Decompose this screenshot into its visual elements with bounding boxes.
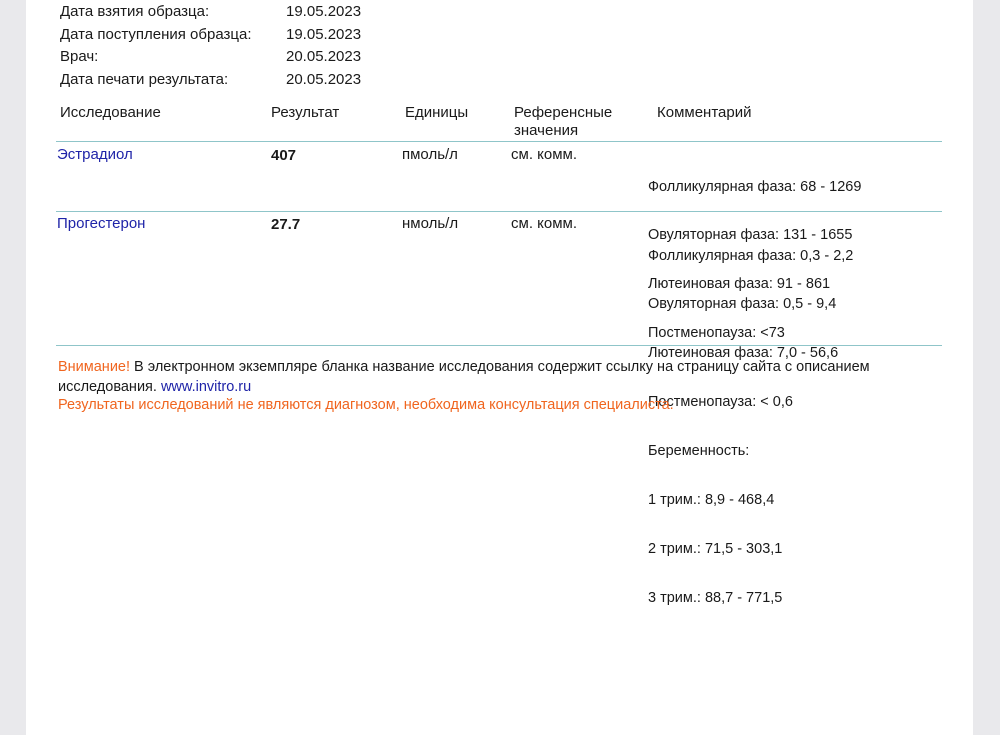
info-label: Дата поступления образца: <box>60 26 252 43</box>
comment-line: 2 трим.: 71,5 - 303,1 <box>648 540 783 557</box>
comment-line: Постменопауза: < 0,6 <box>648 394 793 411</box>
info-value: 19.05.2023 <box>286 26 362 43</box>
comment-line: Фолликулярная фаза: 68 - 1269 <box>648 178 862 195</box>
info-label: Врач: <box>60 48 99 65</box>
comment-line: Овуляторная фаза: 131 - 1655 <box>648 227 853 244</box>
result-value: 407 <box>271 147 297 164</box>
reference-value: см. комм. <box>511 146 578 163</box>
comment-line: 3 трим.: 88,7 - 771,5 <box>648 589 783 606</box>
header-divider <box>56 141 942 142</box>
notice-text <box>58 357 948 397</box>
comment-line: Фолликулярная фаза: 0,3 - 2,2 <box>648 247 854 264</box>
header-reference <box>514 104 612 140</box>
comment-line: Лютеиновая фаза: 7,0 - 56,6 <box>648 345 839 362</box>
info-label: Дата печати результата: <box>60 71 229 88</box>
test-link-estradiol[interactable]: Эстрадиол <box>57 146 133 163</box>
test-link-progesterone[interactable]: Прогестерон <box>57 215 146 232</box>
warning-label: Внимание! <box>58 359 131 375</box>
comment-line: Лютеиновая фаза: 91 - 861 <box>648 276 831 293</box>
header-reference-line2: значения <box>514 122 579 139</box>
header-result: Результат <box>271 104 340 121</box>
notice-body: В электронном экземпляре бланка название исследования содержит ссылку на страницу сайта с описанием исследования. <box>58 359 870 395</box>
table-bottom-divider <box>56 345 942 346</box>
invitro-link[interactable]: www.invitro.ru <box>160 379 252 395</box>
reference-value: см. комм. <box>511 215 578 232</box>
info-value: 20.05.2023 <box>286 71 362 88</box>
row-divider <box>56 211 942 212</box>
comment-block <box>648 215 853 639</box>
units-value: нмоль/л <box>402 215 459 232</box>
header-test: Исследование <box>60 104 161 121</box>
header-units: Единицы <box>405 104 469 121</box>
header-comment: Комментарий <box>657 104 752 121</box>
comment-line: Овуляторная фаза: 0,5 - 9,4 <box>648 296 837 313</box>
info-label: Дата взятия образца: <box>60 3 210 20</box>
comment-line: Постменопауза: <73 <box>648 325 785 342</box>
info-value: 20.05.2023 <box>286 48 362 65</box>
comment-line: 1 трим.: 8,9 - 468,4 <box>648 492 775 509</box>
disclaimer-text: Результаты исследований не являются диагнозом, необходима консультация специалиста. <box>58 397 674 413</box>
comment-line: Беременность: <box>648 443 750 460</box>
result-value: 27.7 <box>271 216 301 233</box>
info-value: 19.05.2023 <box>286 3 362 20</box>
units-value: пмоль/л <box>402 146 458 163</box>
result-sheet <box>26 0 973 735</box>
header-reference-line1: Референсные <box>514 104 613 121</box>
